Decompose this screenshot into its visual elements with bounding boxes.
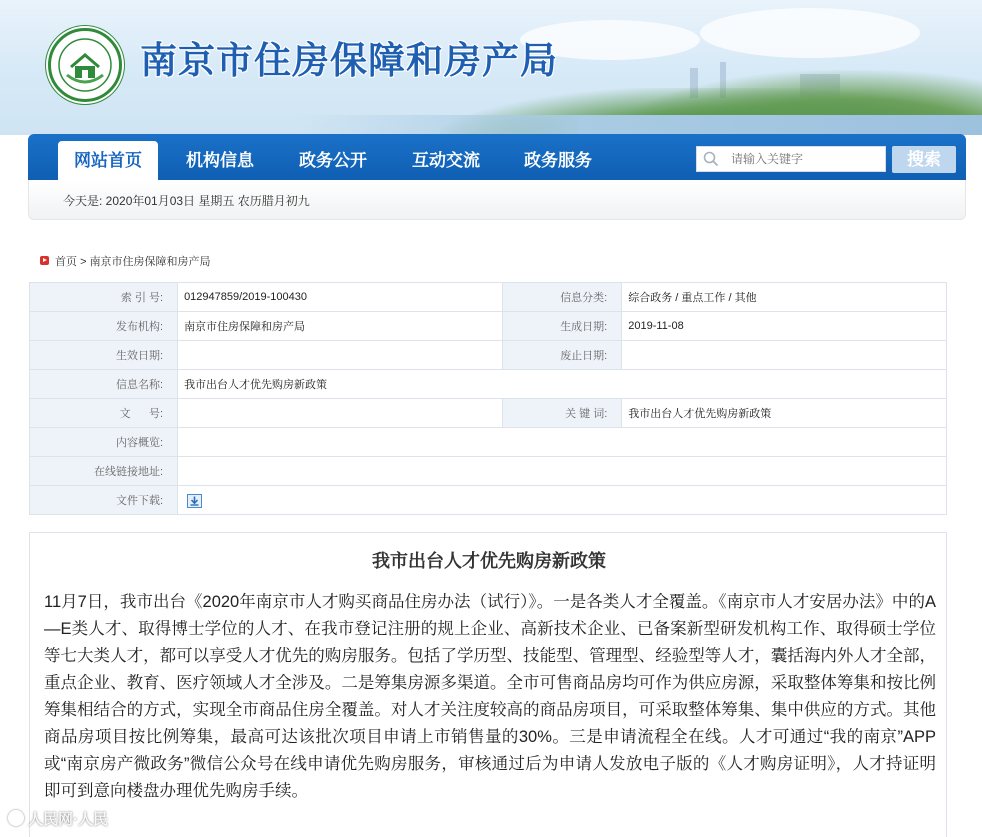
online-link-value (178, 457, 947, 486)
article-title: 我市出台人才优先购房新政策 (372, 551, 606, 571)
watermark-logo-icon (8, 810, 24, 826)
header-banner (0, 0, 982, 135)
doc-number-value (178, 399, 503, 428)
info-name-label: 信息名称: (30, 370, 178, 399)
created-date-label: 生成日期: (502, 312, 621, 341)
nav-item-home[interactable]: 网站首页 (58, 141, 158, 180)
article-panel (29, 532, 947, 837)
table-row (30, 283, 947, 312)
file-download-label: 文件下载: (30, 486, 178, 515)
table-row (30, 370, 947, 399)
file-download-cell (178, 486, 947, 515)
breadcrumb (40, 253, 211, 269)
search-input[interactable] (731, 150, 881, 168)
effective-date-label: 生效日期: (30, 341, 178, 370)
index-label: 索 引 号: (30, 283, 178, 312)
cloud-decoration (700, 8, 920, 58)
index-value: 012947859/2019-100430 (178, 283, 503, 312)
publisher-value: 南京市住房保障和房产局 (178, 312, 503, 341)
publisher-label: 发布机构: (30, 312, 178, 341)
date-bar (28, 180, 966, 220)
document-info-table (29, 282, 947, 515)
table-row (30, 486, 947, 515)
table-row (30, 399, 947, 428)
watermark-text: 人民网·人民 (28, 811, 108, 828)
summary-label: 内容概览: (30, 428, 178, 457)
breadcrumb-home-link[interactable]: 首页 (55, 256, 77, 268)
watermark (8, 808, 108, 829)
article-body: 11月7日，我市出台《2020年南京市人才购买商品住房办法（试行）》。一是各类人才全覆盖。《南京市人才安居办法》中的A—E类人才、取得博士学位的人才、在我市登记注册的规上企业、高新技术企业、已备案新型研发机构工作、取得硕士学位等七大类人才，都可以享受人才优先的购房服务。包括了学历型、技能型、管理型、经验型等人才，囊括海内外人才全部，重点企业、教育、医疗领域人才全涉及。二是筹集房源多渠道。全市可售商品房均可作为供应房源，采取整体筹集和按比例筹集相结合的方式，实现全市商品住房全覆盖。对人才关注度较高的商品房项目，可采取整体筹集、集中供应的方式。其他商品房项目按比例筹集，最高可达该批次项目申请上市销售量的30%。三是申请流程全在线。人才可通过“我的南京”APP或“南京房产微政务”微信公众号在线申请优先购房服务，审核通过后为申请人发放电子版的《人才购房证明》，人才持证明即可到意向楼盘办理优先购房手续。 (44, 593, 936, 800)
table-row (30, 428, 947, 457)
online-link-label: 在线链接地址: (30, 457, 178, 486)
breadcrumb-current-link[interactable]: 南京市住房保障和房产局 (89, 256, 211, 268)
summary-value (178, 428, 947, 457)
site-logo[interactable] (48, 28, 122, 102)
housing-bureau-emblem-icon (51, 31, 125, 105)
table-row (30, 312, 947, 341)
doc-number-label: 文 号: (30, 399, 178, 428)
nav-item-interaction[interactable]: 互动交流 (412, 151, 480, 170)
keywords-value: 我市出台人才优先购房新政策 (622, 399, 947, 428)
keywords-label: 关 键 词: (502, 399, 621, 428)
water-decoration (300, 115, 982, 135)
main-nav (28, 134, 966, 180)
info-name-value: 我市出台人才优先购房新政策 (178, 370, 947, 399)
nav-item-organization[interactable]: 机构信息 (186, 151, 254, 170)
expiry-date-value (622, 341, 947, 370)
effective-date-value (178, 341, 503, 370)
category-value: 综合政务 / 重点工作 / 其他 (622, 283, 947, 312)
breadcrumb-separator: > (80, 256, 87, 268)
search-box (696, 146, 886, 172)
category-label: 信息分类: (502, 283, 621, 312)
table-row (30, 457, 947, 486)
search-button[interactable]: 搜索 (892, 146, 956, 173)
date-text: 今天是: 2020年01月03日 星期五 农历腊月初九 (63, 194, 310, 208)
table-row (30, 341, 947, 370)
nav-item-gov-affairs[interactable]: 政务公开 (299, 151, 367, 170)
site-title: 南京市住房保障和房产局 (140, 38, 558, 82)
download-icon[interactable] (187, 494, 202, 508)
nav-item-services[interactable]: 政务服务 (524, 151, 592, 170)
created-date-value: 2019-11-08 (622, 312, 947, 341)
search-icon (703, 151, 719, 167)
expiry-date-label: 废止日期: (502, 341, 621, 370)
home-icon (40, 256, 49, 265)
